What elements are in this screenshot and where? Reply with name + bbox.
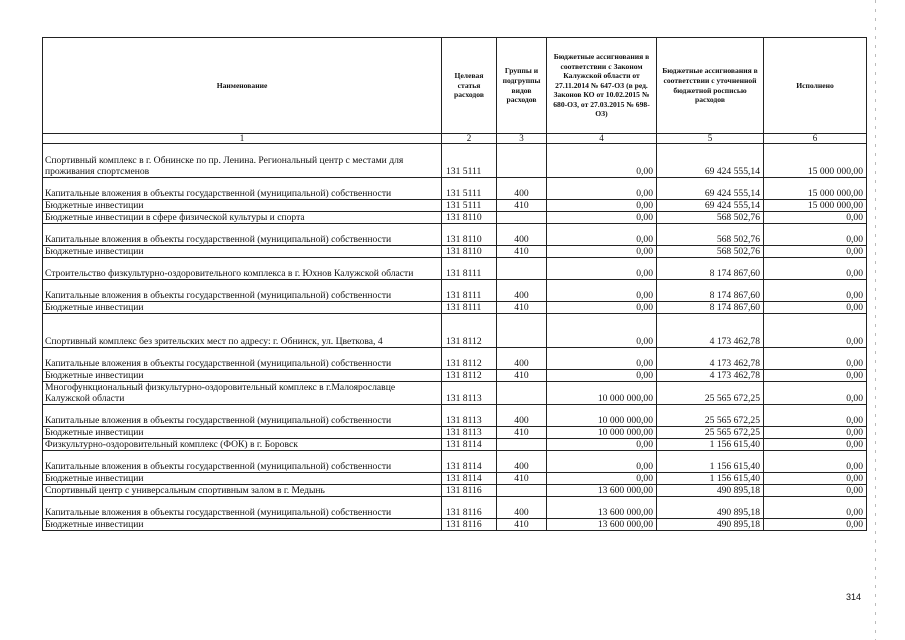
row-executed-amount: 0,00 [764,485,867,497]
row-executed-amount: 0,00 [764,405,867,427]
header-executed: Исполнено [764,38,867,134]
column-number: 1 [43,134,442,144]
row-budget-refined-amount: 8 174 867,60 [657,258,764,280]
row-target-code: 131 8114 [442,439,497,451]
row-budget-law-amount: 13 600 000,00 [547,485,657,497]
row-executed-amount: 15 000 000,00 [764,200,867,212]
table-row [43,451,867,473]
row-executed-amount: 0,00 [764,348,867,370]
table-row [43,258,867,280]
row-name: Спортивный центр с универсальным спортивным залом в г. Медынь [43,485,442,497]
row-expense-group: 410 [497,427,547,439]
table-row [43,212,867,224]
row-executed-amount: 0,00 [764,519,867,531]
row-name: Бюджетные инвестиции [43,473,442,485]
row-budget-law-amount: 0,00 [547,370,657,382]
table-row [43,200,867,212]
column-number-row [43,134,867,144]
table-row [43,485,867,497]
table-row [43,280,867,302]
row-name: Бюджетные инвестиции [43,370,442,382]
row-budget-refined-amount: 1 156 615,40 [657,439,764,451]
row-expense-group: 410 [497,200,547,212]
row-executed-amount: 0,00 [764,258,867,280]
row-expense-group: 400 [497,224,547,246]
row-name: Бюджетные инвестиции в сфере физической культуры и спорта [43,212,442,224]
row-budget-refined-amount: 69 424 555,14 [657,200,764,212]
row-budget-refined-amount: 4 173 462,78 [657,314,764,348]
row-expense-group [497,212,547,224]
row-target-code: 131 8110 [442,246,497,258]
row-executed-amount: 0,00 [764,473,867,485]
row-budget-refined-amount: 25 565 672,25 [657,382,764,405]
header-budget-refined: Бюджетные ассигнования в соответствии с уточненной бюджетной росписью расходов [657,38,764,134]
row-executed-amount: 0,00 [764,246,867,258]
row-expense-group: 410 [497,473,547,485]
row-executed-amount: 0,00 [764,302,867,314]
row-expense-group [497,485,547,497]
row-budget-refined-amount: 490 895,18 [657,497,764,519]
row-budget-refined-amount: 1 156 615,40 [657,473,764,485]
row-name: Бюджетные инвестиции [43,246,442,258]
row-budget-law-amount: 0,00 [547,246,657,258]
row-name: Строительство физкультурно-оздоровительного комплекса в г. Юхнов Калужской области [43,258,442,280]
row-budget-law-amount: 0,00 [547,302,657,314]
row-expense-group: 400 [497,451,547,473]
row-executed-amount: 0,00 [764,451,867,473]
row-name: Капитальные вложения в объекты государственной (муниципальной) собственности [43,178,442,200]
row-budget-refined-amount: 568 502,76 [657,224,764,246]
row-target-code: 131 8111 [442,302,497,314]
row-target-code: 131 8113 [442,405,497,427]
column-number: 3 [497,134,547,144]
row-expense-group: 400 [497,497,547,519]
table-row [43,382,867,405]
row-budget-law-amount: 13 600 000,00 [547,519,657,531]
row-budget-law-amount: 0,00 [547,439,657,451]
row-budget-law-amount: 0,00 [547,144,657,178]
row-executed-amount: 15 000 000,00 [764,178,867,200]
column-number: 2 [442,134,497,144]
row-budget-refined-amount: 8 174 867,60 [657,302,764,314]
table-row [43,370,867,382]
header-budget-law: Бюджетные ассигнования в соответствии с Законом Калужской области от 27.11.2014 № 647-ОЗ (в ред. Законов КО от 10.02.2015 № 680-ОЗ, от 27.03.2015 № 698-ОЗ) [547,38,657,134]
row-budget-law-amount: 0,00 [547,280,657,302]
row-expense-group: 410 [497,246,547,258]
table-row [43,439,867,451]
row-name: Бюджетные инвестиции [43,200,442,212]
row-expense-group [497,258,547,280]
row-target-code: 131 8113 [442,382,497,405]
table-row [43,519,867,531]
table-row [43,246,867,258]
row-name: Капитальные вложения в объекты государственной (муниципальной) собственности [43,348,442,370]
row-executed-amount: 0,00 [764,314,867,348]
row-target-code: 131 8110 [442,224,497,246]
table-row [43,224,867,246]
row-target-code: 131 8111 [442,280,497,302]
row-name: Бюджетные инвестиции [43,427,442,439]
row-budget-refined-amount: 25 565 672,25 [657,405,764,427]
row-budget-law-amount: 0,00 [547,224,657,246]
row-budget-refined-amount: 25 565 672,25 [657,427,764,439]
table-row [43,144,867,178]
row-budget-law-amount: 0,00 [547,314,657,348]
row-target-code: 131 8113 [442,427,497,439]
table-row [43,405,867,427]
row-target-code: 131 8112 [442,314,497,348]
table-row [43,497,867,519]
header-target-article: Целевая статья расходов [442,38,497,134]
row-executed-amount: 0,00 [764,427,867,439]
row-target-code: 131 8114 [442,451,497,473]
row-executed-amount: 0,00 [764,382,867,405]
table-row [43,348,867,370]
table-row [43,302,867,314]
row-expense-group [497,439,547,451]
row-executed-amount: 0,00 [764,497,867,519]
table-row [43,473,867,485]
row-name: Спортивный комплекс без зрительских мест по адресу: г. Обнинск, ул. Цветкова, 4 [43,314,442,348]
row-target-code: 131 8116 [442,485,497,497]
row-name: Капитальные вложения в объекты государственной (муниципальной) собственности [43,280,442,302]
row-budget-law-amount: 0,00 [547,212,657,224]
row-executed-amount: 0,00 [764,280,867,302]
row-expense-group: 400 [497,178,547,200]
header-row [43,38,867,134]
row-expense-group: 400 [497,405,547,427]
row-budget-refined-amount: 8 174 867,60 [657,280,764,302]
row-target-code: 131 8110 [442,212,497,224]
table-body [43,144,867,531]
row-budget-refined-amount: 69 424 555,14 [657,178,764,200]
row-target-code: 131 5111 [442,144,497,178]
row-name: Многофункциональный физкультурно-оздоровительный комплекс в г.Малоярославце Калужской области [43,382,442,405]
row-target-code: 131 8114 [442,473,497,485]
row-budget-refined-amount: 568 502,76 [657,246,764,258]
page-number: 314 [846,592,862,602]
row-expense-group: 410 [497,302,547,314]
header-expense-groups: Группы и подгруппы видов расходов [497,38,547,134]
row-budget-refined-amount: 490 895,18 [657,485,764,497]
row-budget-refined-amount: 490 895,18 [657,519,764,531]
row-budget-refined-amount: 1 156 615,40 [657,451,764,473]
row-name: Физкультурно-оздоровительный комплекс (ФОК) в г. Боровск [43,439,442,451]
row-budget-law-amount: 0,00 [547,451,657,473]
row-budget-law-amount: 0,00 [547,178,657,200]
row-target-code: 131 8112 [442,348,497,370]
row-name: Капитальные вложения в объекты государственной (муниципальной) собственности [43,497,442,519]
row-budget-law-amount: 10 000 000,00 [547,405,657,427]
row-executed-amount: 0,00 [764,212,867,224]
row-name: Капитальные вложения в объекты государственной (муниципальной) собственности [43,451,442,473]
row-budget-refined-amount: 69 424 555,14 [657,144,764,178]
table-row [43,427,867,439]
row-budget-refined-amount: 568 502,76 [657,212,764,224]
budget-sheet [42,37,866,531]
row-target-code: 131 8116 [442,519,497,531]
row-expense-group [497,382,547,405]
row-expense-group: 410 [497,370,547,382]
row-budget-law-amount: 0,00 [547,473,657,485]
row-target-code: 131 5111 [442,200,497,212]
row-budget-law-amount: 0,00 [547,200,657,212]
row-expense-group [497,144,547,178]
row-budget-refined-amount: 4 173 462,78 [657,370,764,382]
column-number: 5 [657,134,764,144]
row-target-code: 131 8116 [442,497,497,519]
row-expense-group [497,314,547,348]
row-budget-law-amount: 10 000 000,00 [547,382,657,405]
row-name: Спортивный комплекс в г. Обнинске по пр. Ленина. Региональный центр с местами для проживания спортсменов [43,144,442,178]
row-executed-amount: 0,00 [764,224,867,246]
row-budget-refined-amount: 4 173 462,78 [657,348,764,370]
row-executed-amount: 0,00 [764,439,867,451]
row-executed-amount: 15 000 000,00 [764,144,867,178]
row-expense-group: 400 [497,280,547,302]
row-executed-amount: 0,00 [764,370,867,382]
row-target-code: 131 8112 [442,370,497,382]
row-expense-group: 410 [497,519,547,531]
table-row [43,178,867,200]
row-name: Бюджетные инвестиции [43,519,442,531]
column-number: 4 [547,134,657,144]
row-name: Капитальные вложения в объекты государственной (муниципальной) собственности [43,405,442,427]
row-target-code: 131 8111 [442,258,497,280]
table-row [43,314,867,348]
row-budget-law-amount: 10 000 000,00 [547,427,657,439]
budget-table [42,37,867,531]
row-expense-group: 400 [497,348,547,370]
row-budget-law-amount: 0,00 [547,258,657,280]
row-target-code: 131 5111 [442,178,497,200]
row-budget-law-amount: 0,00 [547,348,657,370]
column-number: 6 [764,134,867,144]
row-budget-law-amount: 13 600 000,00 [547,497,657,519]
row-name: Бюджетные инвестиции [43,302,442,314]
row-name: Капитальные вложения в объекты государственной (муниципальной) собственности [43,224,442,246]
scan-edge-line [875,0,876,640]
header-name: Наименование [43,38,442,134]
